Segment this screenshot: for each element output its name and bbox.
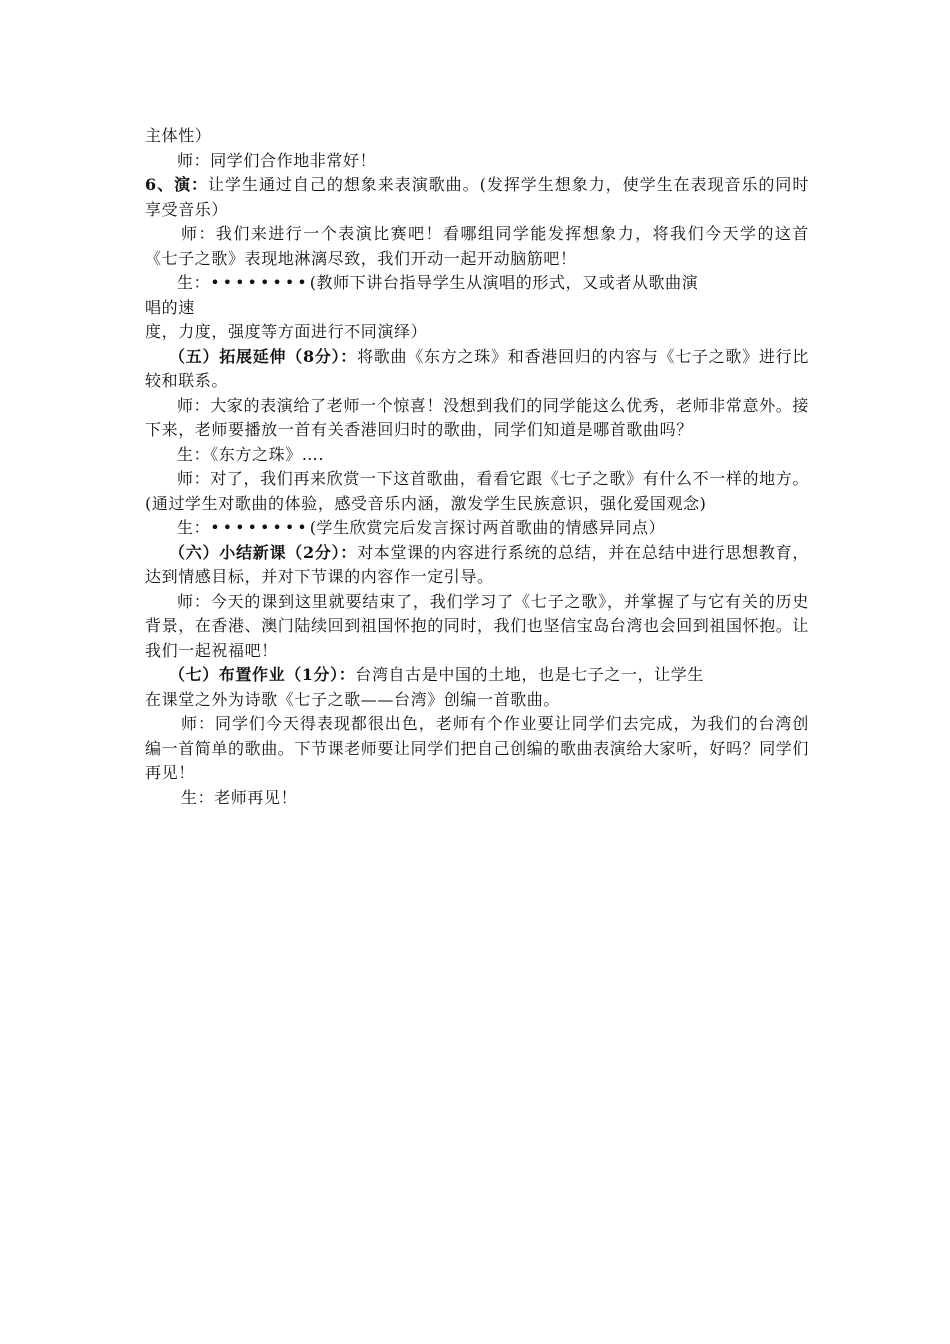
teacher-line: 师：今天的课到这里就要结束了，我们学习了《七子之歌》，并掌握了与它有关的历史背景，在香港、澳门陆续回到祖国怀抱的同时，我们也坚信宝岛台湾也会回到祖国怀抱。让我们一起祝福吧！ bbox=[145, 591, 810, 660]
paragraph-continuation: 主体性） bbox=[145, 126, 212, 145]
section-text: 台湾自古是中国的土地，也是七子之一，让学生 bbox=[355, 665, 704, 684]
ellipsis-dots: •••••••• bbox=[210, 273, 310, 292]
student-line bbox=[145, 516, 809, 541]
student-line: 生：老师再见！ bbox=[181, 787, 298, 807]
section-6-summary bbox=[145, 541, 809, 590]
teacher-line: 师：对了，我们再来欣赏一下这首歌曲，看看它跟《七子之歌》有什么不一样的地方。(通过学生对歌曲的体验，感受音乐内涵，激发学生民族意识，强化爱国观念) bbox=[145, 469, 809, 513]
document-body bbox=[145, 124, 809, 810]
teacher-line: 师：同学们合作地非常好！ bbox=[177, 150, 377, 170]
section-text: 对本堂课的内容进行系统的总结，并在总结中进行思想教育，达到情感目标，并对下节课的内容作一定引导。 bbox=[145, 542, 809, 586]
speaker-label: 生： bbox=[177, 518, 211, 537]
section-7-homework bbox=[145, 663, 809, 688]
student-note: (教师下讲台指导学生从演唱的形式，又或者从歌曲演 bbox=[309, 273, 699, 292]
section-5-extension bbox=[145, 345, 809, 394]
teacher-line: 师：同学们今天得表现都很出色，老师有个作业要让同学们去完成，为我们的台湾创编一首简单的歌曲。下节课老师要让同学们把自己创编的歌曲表演给大家听，好吗？同学们再见！ bbox=[145, 714, 810, 782]
student-line bbox=[145, 271, 809, 296]
section-heading: （七）布置作业（1分）： bbox=[169, 665, 356, 684]
student-note: (学生欣赏完后发言探讨两首歌曲的情感异同点） bbox=[309, 518, 666, 537]
section-heading: （六）小结新课（2分）： bbox=[169, 542, 358, 562]
step-6-perform bbox=[145, 173, 809, 222]
step-text: 让学生通过自己的想象来表演歌曲。(发挥学生想象力，使学生在表现音乐的同时享受音乐） bbox=[145, 175, 809, 219]
teacher-line: 师：大家的表演给了老师一个惊喜！没想到我们的同学能这么优秀，老师非常意外。接下来，老师要播放一首有关香港回归时的歌曲，同学们知道是哪首歌曲吗？ bbox=[145, 395, 809, 439]
student-line: 生：《东方之珠》…. bbox=[177, 444, 325, 464]
teacher-line: 师：我们来进行一个表演比赛吧！看哪组同学能发挥想象力，将我们今天学的这首《七子之歌》表现地淋漓尽致，我们开动一起开动脑筋吧！ bbox=[145, 224, 809, 268]
section-text: 将歌曲《东方之珠》和香港回归的内容与《七子之歌》进行比较和联系。 bbox=[145, 346, 809, 390]
note-fragment: 度，力度，强度等方面进行不同演绎） bbox=[145, 322, 428, 341]
step-heading: 6、演： bbox=[145, 175, 209, 194]
section-heading: （五）拓展延伸（8分）： bbox=[169, 346, 358, 366]
note-fragment: 唱的速 bbox=[145, 297, 195, 317]
section-text-continuation: 在课堂之外为诗歌《七子之歌——台湾》创编一首歌曲。 bbox=[145, 689, 561, 709]
ellipsis-dots: •••••••• bbox=[210, 518, 310, 537]
speaker-label: 生： bbox=[177, 273, 211, 292]
